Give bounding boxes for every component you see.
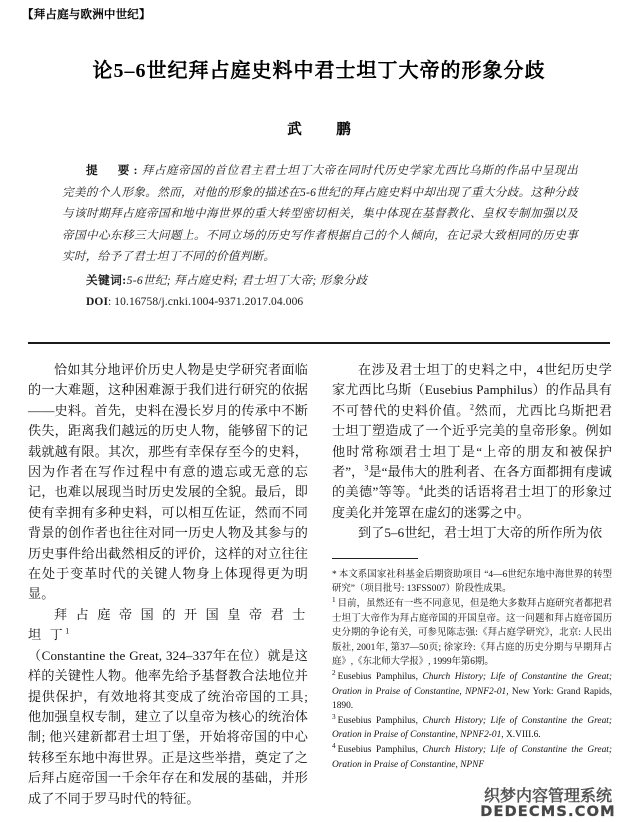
footnote-item bbox=[332, 670, 612, 714]
footnote-marker-1[interactable]: 1 bbox=[65, 626, 72, 636]
abstract-paragraph bbox=[62, 160, 578, 268]
footnote-title: Church History; Life of Constantine the Great; Oration in Praise of Constantine, NPNF2-01 bbox=[332, 715, 612, 741]
footnote-item bbox=[332, 597, 612, 670]
footnote-text: Eusebius Pamphilus, bbox=[337, 715, 423, 726]
footnote-title: Church History; Life of Constantine the Great; Oration in Praise of Constantine, NPNF2-01 bbox=[332, 672, 612, 697]
doi-value[interactable]: : 10.16758/j.cnki.1004-9371.2017.04.006 bbox=[108, 295, 304, 308]
keywords-label: 关键词: bbox=[86, 273, 127, 287]
footnote-marker-2[interactable]: 2 bbox=[469, 402, 475, 412]
footnote-title: Church History; Life of Constantine the Great; Oration in Praise of Constantine, NPNF bbox=[332, 744, 612, 770]
paragraph bbox=[28, 605, 308, 646]
footnote-divider bbox=[332, 558, 418, 559]
front-matter bbox=[62, 160, 578, 312]
footnote-item bbox=[332, 714, 612, 743]
running-head: 【拜占庭与欧洲中世纪】 bbox=[22, 7, 151, 21]
footnote-text: Eusebius Pamphilus, bbox=[337, 744, 423, 755]
footnote-text: , X.VIII.6. bbox=[501, 730, 541, 741]
footnote-list bbox=[332, 568, 612, 772]
footnote-marker: 2 bbox=[332, 668, 336, 677]
paragraph-text: 然而，尤西比乌斯把君士坦丁塑造成了一个近乎完美的皇帝形象。例如他时常称颂君士坦丁是“上帝的朋友和被保护者”， bbox=[332, 402, 613, 480]
page-title: 论5–6世纪拜占庭史料中君士坦丁大帝的形象分歧 bbox=[92, 60, 546, 82]
keywords-text: 5-6世纪; 拜占庭史料; 君士坦丁大帝; 形象分歧 bbox=[126, 273, 368, 287]
watermark-en-label: DEDECMS.COM bbox=[480, 804, 616, 820]
footnote-marker-4[interactable]: 4 bbox=[419, 484, 424, 494]
abstract-text: 拜占庭帝国的首位君主君士坦丁大帝在同时代历史学家尤西比乌斯的作品中呈现出完美的个人形象。然而，对他的形象的描述在5-6世纪的拜占庭史料中却出现了重大分歧。这种分歧与该时期拜占庭帝国和地中海世界的重大转型密切相关，集中体现在基督教化、皇权专制加强以及帝国中心东移三大问题上。不同立场的历史写作者根据自己的个人倾向，在记录大致相同的历史事实时，给予了君士坦丁不同的价值判断。 bbox=[62, 164, 578, 263]
paragraph-text: 拜 占 庭 帝 国 的 开 国 皇 帝 君 士 坦 丁 bbox=[28, 606, 308, 643]
paragraph: 到了5–6世纪，君士坦丁大帝的所作所为依 bbox=[358, 525, 603, 541]
footnote-item bbox=[332, 568, 612, 597]
column-left bbox=[28, 360, 308, 812]
footnote-marker: * bbox=[332, 569, 337, 580]
column-right bbox=[332, 360, 612, 812]
footnote-text: Eusebius Pamphilus, bbox=[337, 672, 423, 682]
paragraph-text: 是“最伟大的胜利者、在各方面都拥有虔诚的美德”等等。 bbox=[332, 464, 612, 500]
watermark-cn-label: 织梦内容管理系统 bbox=[483, 786, 612, 805]
footnote-text: 目前，虽然还有一些不同意见，但是绝大多数拜占庭研究者都把君士坦丁大帝作为拜占庭帝国的开国皇帝。这一问题和拜占庭帝国历史分期的争论有关，可参见陈志强:《拜占庭学研究》，北京: 人民出版社, 2001年, 第37—50页; 徐家玲:《拜占庭的历史分期与早期拜占庭》,《东北师大学报》, 1999年第6期。 bbox=[332, 599, 612, 668]
abstract-label: 提 要: bbox=[86, 164, 142, 177]
header-divider bbox=[28, 342, 610, 344]
footnote-marker: 3 bbox=[332, 712, 336, 721]
paragraph-text: 在涉及君士坦丁的史料之中，4世纪历史学家尤西比乌斯（Eusebius Pamphilus）的作品具有不可替代的史料价值。 bbox=[332, 362, 612, 418]
author-name: 武 鹏 bbox=[287, 122, 361, 138]
keywords-line bbox=[62, 271, 578, 291]
footnote-text: 本文系国家社科基金后期资助项目 “4—6世纪东地中海世界的转型研究”（项目批号: 13FSS007）阶段性成果。 bbox=[332, 569, 612, 595]
paragraph: 恰如其分地评价历史人物是史学研究者面临的一大难题，这种困难源于我们进行研究的依据——史料。首先，史料在漫长岁月的传承中不断佚失，距离我们越远的历史人物，能够留下的记载就越有限。其次，那些有幸保存至今的史料，因为作者在写作过程中有意的遗忘或无意的忘记，也难以展现当时历史发展的全貌。最后，即使有幸拥有多种史料，可以相互佐证，然而不同背景的创作者也往往对同一历史人物及其参与的历史事件给出截然相反的评价，这样的对立往往在处于变革时代的关键人物身上体现得更为明显。 bbox=[28, 362, 308, 602]
footnote-marker-3[interactable]: 3 bbox=[364, 463, 369, 473]
footnote-marker: 1 bbox=[332, 595, 336, 604]
doi-line bbox=[62, 293, 578, 312]
paragraph-text: 此类的话语将君士坦丁的形象过度美化并笼罩在虚幻的迷雾之中。 bbox=[332, 484, 612, 520]
doi-label: DOI bbox=[86, 295, 109, 308]
body-columns bbox=[28, 360, 612, 812]
footnote-item bbox=[332, 743, 612, 772]
paragraph bbox=[332, 360, 612, 523]
paragraph: （Constantine the Great, 324–337年在位）就是这样的关键性人物。他率先给予基督教合法地位并提供保护，有效地将其变成了统治帝国的工具; 他加强皇权专制，建立了以皇帝为核心的统治体制; 他兴建新都君士坦丁堡，开始将帝国的中心转移至东地中海世界。正是这些举措，奠定了之后拜占庭帝国一千余年存在和发展的基础，并形成了不同于罗马时代的特征。 bbox=[28, 647, 308, 806]
footnote-text: , New York: Grand Rapids, 1890. bbox=[332, 686, 612, 712]
footnote-marker: 4 bbox=[332, 741, 336, 750]
